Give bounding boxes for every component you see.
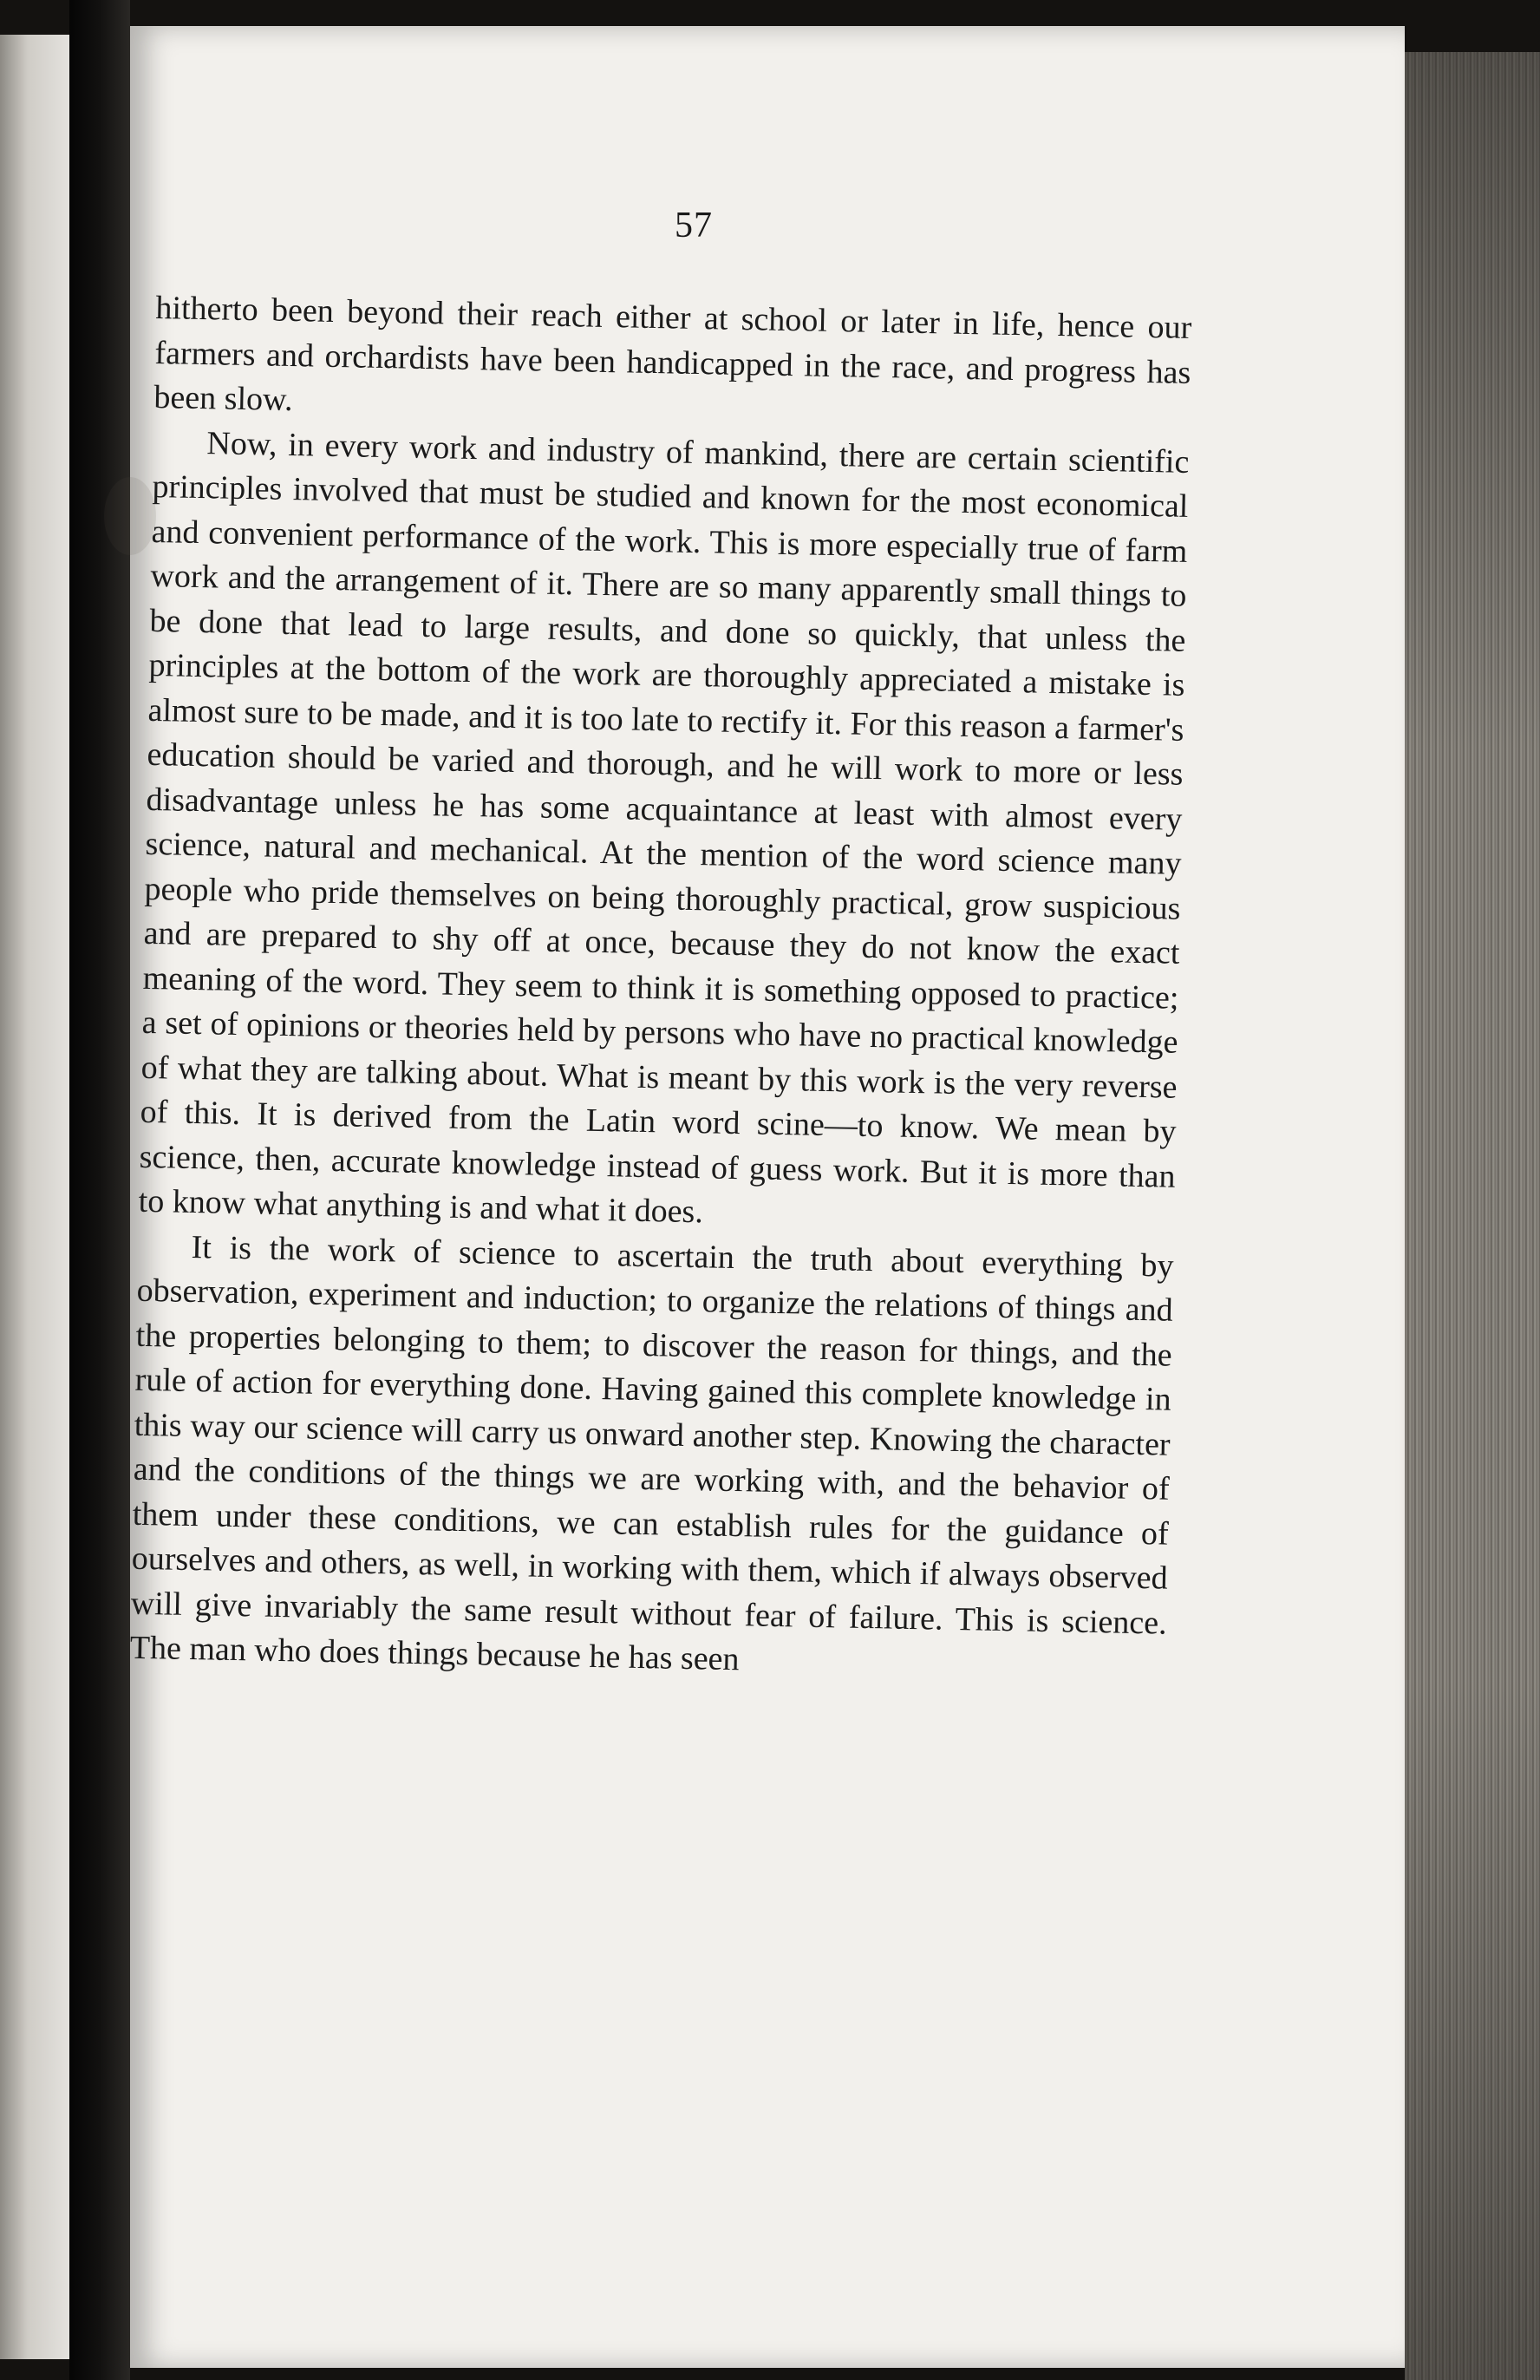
previous-page-edge: [0, 35, 69, 2359]
book-gutter: [69, 0, 130, 2380]
paragraph-1: hitherto been beyond their reach either at school or later in life, hence our farmers and orchardists have been handicapped in the race, and progress has been slow.: [153, 289, 1192, 419]
paragraph-3: It is the work of science to ascertain the truth about everything by observation, experiment and induction; to organize the relations of things and the properties belonging to them; to discover the reason for things, and the rule of action for everything done. Having gained this complete knowledge in this way our science will carry us onward another step. Knowing the character and the conditions of the things we are working with, and the behavior of them under these conditions, we can establish rules for the guidance of ourselves and others, as well, in working with them, which if always observed will give invariably the same result without fear of failure. This is science. The man who does things because he has seen: [129, 1228, 1174, 1678]
page-number: 57: [675, 206, 713, 245]
page-smudge: [104, 477, 156, 555]
page-edges-block: [1405, 52, 1540, 2380]
page-body-text: [129, 286, 1191, 1690]
paragraph-2: Now, in every work and industry of mankind, there are certain scientific principles involved that must be studied and known for the most economical and convenient performance of the work. This is more especially true of farm work and the arrangement of it. There are so many apparently small things to be done that lead to large results, and done so quickly, that unless the principles at the bottom of the work are thoroughly appreciated a mistake is almost sure to be made, and it is too late to rectify it. For this reason a farmer's education should be varied and thorough, and he will work to more or less disadvantage unless he has some acquaintance at least with almost every science, natural and mechanical. At the mention of the word science many people who pride themselves on being thoroughly practical, grow suspicious and are prepared to shy off at once, because they do not know the exact meaning of the word. They seem to think it is something opposed to practice; a set of opinions or theories held by persons who have no practical knowledge of what they are talking about. What is meant by this work is the very reverse of this. It is derived from the Latin word scine—to know. We mean by science, then, accurate knowledge instead of guess work. But it is more than to know what anything is and what it does.: [138, 424, 1190, 1231]
